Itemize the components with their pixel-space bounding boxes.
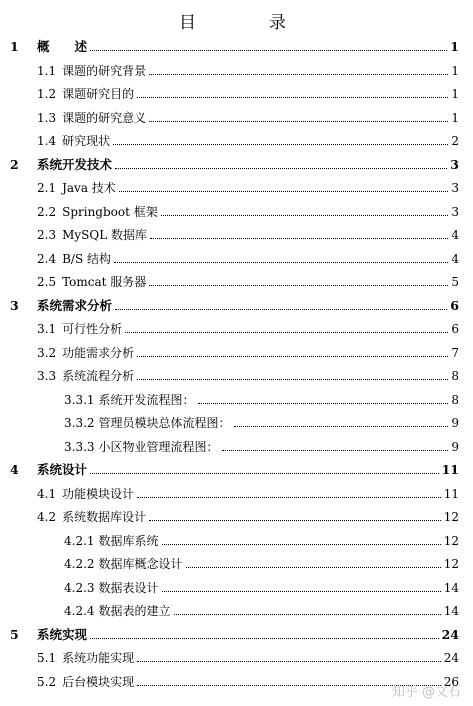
toc-entry-label: 系统功能实现	[62, 651, 135, 665]
toc-entry-label: 系统流程分析	[62, 369, 135, 383]
toc-entry-number: 3.3	[37, 369, 57, 383]
toc-leader-dots	[149, 284, 448, 286]
toc-leader-dots	[174, 613, 441, 615]
toc-entry-page: 24	[441, 626, 459, 642]
toc-entry-number: 5.1	[37, 651, 57, 665]
toc-entry-number: 1.2	[37, 87, 57, 101]
toc-entry-page: 8	[451, 369, 459, 383]
toc-leader-dots	[149, 120, 448, 122]
toc-entry-label: 系统实现	[37, 626, 88, 642]
toc-entry-label: 系统数据库设计	[62, 510, 147, 524]
toc-entry-number: 4.2.4	[64, 604, 95, 618]
toc-leader-dots	[149, 73, 448, 75]
toc-entry-label: 后台模块实现	[62, 674, 135, 689]
toc-entry-label: MySQL 数据库	[62, 228, 148, 242]
toc-entry-page: 11	[441, 462, 459, 477]
toc-entry-label: 课题的研究意义	[62, 110, 147, 125]
toc-leader-dots	[162, 590, 441, 592]
toc-entry	[37, 269, 459, 289]
toc-entry-number: 4.2	[37, 510, 57, 524]
toc-entry-number: 1	[10, 39, 19, 54]
toc-leader-dots	[125, 331, 448, 333]
toc-entry	[10, 293, 459, 313]
toc-entry-page: 14	[443, 580, 459, 595]
toc-entry-page: 1	[450, 39, 459, 54]
toc-entry-page: 14	[443, 604, 459, 618]
toc-entry-page: 4	[451, 228, 459, 242]
toc-leader-dots	[137, 378, 448, 380]
toc-entry-label: Java 技术	[62, 181, 116, 195]
toc-entry-number: 4.1	[37, 486, 57, 501]
toc-entry-page: 11	[443, 486, 459, 501]
toc-entry-number: 5	[10, 626, 19, 642]
toc-entry-label: 功能模块设计	[62, 486, 135, 501]
toc-entry	[37, 128, 459, 148]
toc-entry-number: 1.1	[37, 63, 57, 78]
toc-entry-page: 3	[450, 156, 459, 172]
toc-leader-dots	[119, 190, 449, 192]
toc-entry	[10, 152, 459, 172]
toc-entry-label: 研究现状	[62, 134, 111, 148]
toc-entry-label: 数据表设计	[98, 580, 159, 595]
toc-entry-page: 1	[451, 110, 459, 125]
toc-entry	[64, 598, 459, 618]
toc-entry-label: 系统开发流程图：	[98, 392, 195, 407]
toc-leader-dots	[161, 214, 449, 216]
toc-entry-label: 数据库系统	[98, 533, 159, 548]
toc-entry-page: 1	[451, 87, 459, 101]
toc-leader-dots	[150, 237, 448, 239]
toc-entry-page: 26	[443, 674, 459, 689]
toc-entry-number: 3.2	[37, 345, 57, 360]
toc-entry-label: 系统设计	[37, 462, 88, 477]
toc-leader-dots	[149, 519, 441, 521]
toc-leader-dots	[222, 449, 449, 451]
toc-entry-label: 课题研究目的	[62, 87, 135, 101]
toc-entry-number: 3.1	[37, 322, 57, 336]
toc-leader-dots	[186, 566, 441, 568]
toc-entry-number: 2.2	[37, 204, 57, 219]
toc-leader-dots	[198, 402, 449, 404]
toc-entry-number: 2.3	[37, 228, 57, 242]
toc-entry-label: 小区物业管理流程图：	[98, 439, 219, 454]
toc-entry-number: 1.3	[37, 110, 57, 125]
toc-leader-dots	[90, 472, 439, 474]
toc-entry	[64, 387, 459, 407]
toc-entry-page: 9	[451, 416, 459, 430]
toc-leader-dots	[137, 660, 441, 662]
toc-entry-label: 功能需求分析	[62, 345, 135, 360]
toc-entry	[37, 481, 459, 501]
toc-entry	[64, 528, 459, 548]
toc-entry-page: 12	[443, 557, 459, 571]
toc-leader-dots	[90, 637, 439, 639]
toc-entry-number: 3	[10, 297, 19, 313]
toc-entry-label: 系统需求分析	[37, 297, 113, 313]
toc-entry-number: 5.2	[37, 674, 57, 689]
toc-title: 目 录	[179, 13, 314, 33]
toc-entry-page: 8	[451, 392, 459, 407]
toc-entry	[64, 410, 459, 430]
toc-leader-dots	[114, 261, 448, 263]
toc-leader-dots	[115, 308, 447, 310]
toc-entry	[37, 316, 459, 336]
toc-entry	[64, 551, 459, 571]
toc-entry-number: 3.3.1	[64, 392, 95, 407]
toc-entry-page: 7	[451, 345, 459, 360]
toc-entry	[64, 575, 459, 595]
toc-entry	[37, 175, 459, 195]
toc-entry-label: 概 述	[37, 39, 88, 54]
toc-leader-dots	[137, 496, 441, 498]
toc-entry	[37, 81, 459, 101]
toc-leader-dots	[113, 143, 448, 145]
toc-entry	[37, 645, 459, 665]
toc-entry-number: 4.2.3	[64, 580, 95, 595]
toc-entry-number: 4.2.1	[64, 533, 95, 548]
toc-entry-label: Springboot 框架	[62, 204, 158, 219]
toc-entry-page: 9	[451, 439, 459, 454]
toc-entry-number: 2	[10, 156, 19, 172]
toc-entry-label: 管理员模块总体流程图：	[98, 416, 231, 430]
toc-leader-dots	[137, 355, 448, 357]
toc-entry	[37, 222, 459, 242]
toc-entry-label: 数据表的建立	[98, 604, 171, 618]
toc-entry-number: 4	[10, 462, 19, 477]
toc-entry	[10, 457, 459, 477]
toc-leader-dots	[137, 96, 448, 98]
toc-entry-page: 1	[451, 63, 459, 78]
toc-entry-number: 1.4	[37, 134, 57, 148]
toc-entry	[37, 246, 459, 266]
toc-entry-number: 4.2.2	[64, 557, 95, 571]
toc-entry-page: 4	[451, 251, 459, 266]
toc-entry-label: Tomcat 服务器	[62, 275, 147, 289]
toc-entry-label: 系统开发技术	[37, 156, 113, 172]
toc-entry-label: 数据库概念设计	[98, 557, 183, 571]
toc-entry-page: 24	[443, 651, 459, 665]
toc-entry-page: 2	[451, 134, 459, 148]
toc-entry-page: 6	[450, 297, 459, 313]
watermark: 知乎 @文石	[391, 685, 461, 700]
toc-entry-label: B/S 结构	[62, 251, 111, 266]
toc-entry-page: 12	[443, 533, 459, 548]
toc-entry-page: 3	[451, 181, 459, 195]
toc-entry	[10, 34, 459, 54]
toc-leader-dots	[115, 167, 447, 169]
toc-entry-number: 3.3.3	[64, 439, 95, 454]
toc-entry	[64, 434, 459, 454]
toc-entry	[37, 105, 459, 125]
toc-entry-page: 5	[451, 275, 459, 289]
toc-entry-number: 3.3.2	[64, 416, 95, 430]
toc-entry	[37, 58, 459, 78]
toc-entry-number: 2.1	[37, 181, 57, 195]
toc-entry-label: 课题的研究背景	[62, 63, 147, 78]
toc-entry	[37, 199, 459, 219]
toc-leader-dots	[162, 543, 441, 545]
toc-leader-dots	[234, 425, 449, 427]
toc-entry-number: 2.5	[37, 275, 57, 289]
toc-entry-page: 6	[451, 322, 459, 336]
toc-entry-number: 2.4	[37, 251, 57, 266]
toc-entry	[37, 363, 459, 383]
toc-entry	[37, 340, 459, 360]
toc-entry-page: 3	[451, 204, 459, 219]
toc-entry	[37, 504, 459, 524]
toc-entry-label: 可行性分析	[62, 322, 123, 336]
toc-entry-page: 12	[443, 510, 459, 524]
toc-leader-dots	[90, 49, 447, 51]
toc-entry	[10, 622, 459, 642]
